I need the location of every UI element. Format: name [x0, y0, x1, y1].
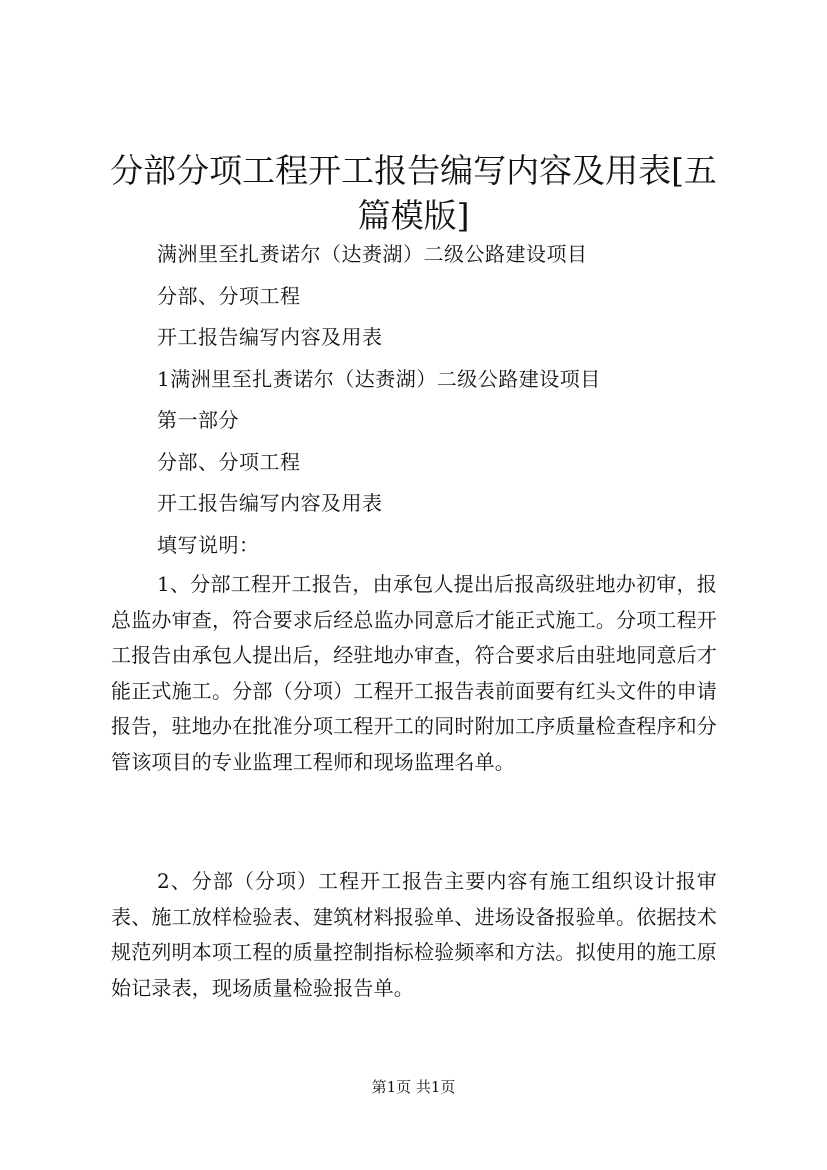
text-line: 分部、分项工程 — [157, 449, 301, 474]
paragraph-1: 1、分部工程开工报告，由承包人提出后报高级驻地办初审，报总监办审查，符合要求后经总监办同意后才能正式施工。分项工程开工报告由承包人提出后，经驻地办审查，符合要求后由驻地同意后才能正式施工。分部（分项）工程开工报告表前面要有红头文件的申请报告，驻地办在批准分项工程开工的同时附加工序质量检查程序和分管该项目的专业监理工程师和现场监理名单。 — [111, 572, 717, 774]
text-line: 满洲里至扎赉诺尔（达赉湖）二级公路建设项目 — [157, 242, 588, 266]
document-title: 分部分项工程开工报告编写内容及用表[五篇模版] — [110, 151, 717, 235]
text-line: 填写说明： — [157, 532, 260, 557]
heading-lines — [157, 238, 717, 570]
text-line: 开工报告编写内容及用表 — [157, 325, 383, 349]
paragraph-2: 2、分部（分项）工程开工报告主要内容有施工组织设计报审表、施工放样检验表、建筑材料报验单、进场设备报验单。依据技术规范列明本项工程的质量控制指标检验频率和方法。拟使用的施工原始记录表，现场质量检验报告单。 — [111, 869, 717, 1000]
text-line: 分部、分项工程 — [157, 283, 301, 308]
text-line: 第一部分 — [157, 408, 239, 432]
text-line: 1满洲里至扎赉诺尔（达赉湖）二级公路建设项目 — [157, 366, 601, 391]
page-footer: 第1页 共1页 — [371, 1078, 456, 1096]
text-line: 开工报告编写内容及用表 — [157, 491, 383, 515]
